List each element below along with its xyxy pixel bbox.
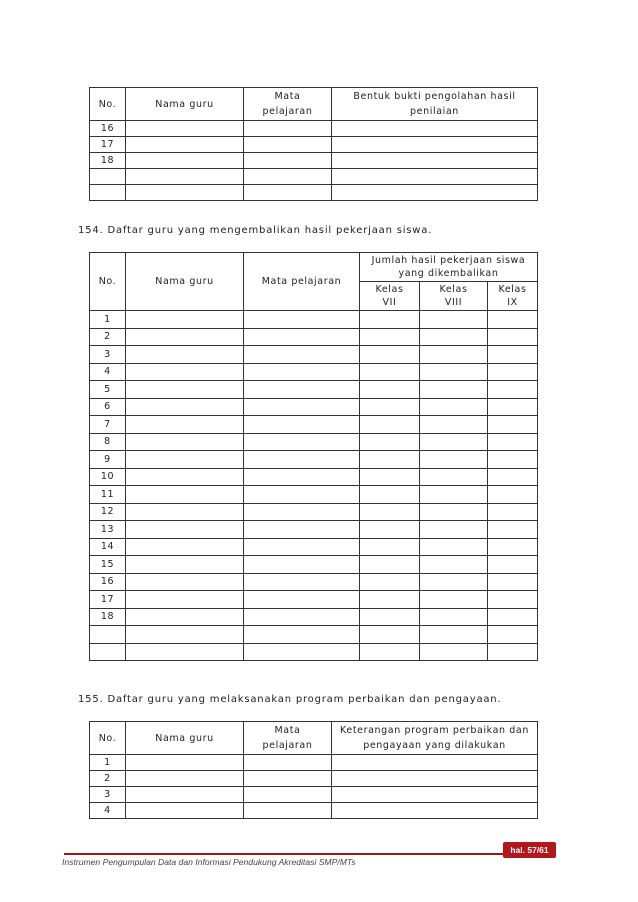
row-number: 7 bbox=[90, 416, 126, 434]
table-row bbox=[90, 643, 538, 661]
cell[interactable] bbox=[420, 538, 488, 556]
row-number: 1 bbox=[90, 311, 126, 329]
teacher-processing-table bbox=[89, 87, 538, 201]
row-number: 16 bbox=[90, 121, 126, 137]
cell[interactable] bbox=[244, 468, 360, 486]
cell[interactable] bbox=[488, 328, 538, 346]
table-row bbox=[90, 573, 538, 591]
cell[interactable] bbox=[360, 591, 420, 609]
cell[interactable] bbox=[126, 398, 244, 416]
cell[interactable] bbox=[488, 573, 538, 591]
cell[interactable] bbox=[420, 556, 488, 574]
table-row bbox=[90, 538, 538, 556]
cell[interactable] bbox=[244, 803, 332, 819]
table-row bbox=[90, 755, 538, 771]
row-number: 10 bbox=[90, 468, 126, 486]
cell[interactable] bbox=[244, 169, 332, 185]
footer-divider bbox=[64, 853, 512, 855]
returned-work-table bbox=[89, 252, 538, 661]
row-number: 4 bbox=[90, 803, 126, 819]
cell[interactable] bbox=[126, 771, 244, 787]
header-mata-pelajaran bbox=[244, 88, 332, 121]
row-number: 1 bbox=[90, 755, 126, 771]
header-keterangan-line2: pengayaan yang dilakukan bbox=[363, 740, 506, 751]
row-number: 15 bbox=[90, 556, 126, 574]
cell[interactable] bbox=[360, 573, 420, 591]
cell[interactable] bbox=[332, 153, 538, 169]
cell[interactable] bbox=[244, 556, 360, 574]
cell[interactable] bbox=[488, 608, 538, 626]
cell[interactable] bbox=[126, 643, 244, 661]
cell[interactable] bbox=[420, 643, 488, 661]
row-number: 17 bbox=[90, 137, 126, 153]
cell[interactable] bbox=[244, 503, 360, 521]
cell[interactable] bbox=[420, 328, 488, 346]
cell[interactable] bbox=[420, 608, 488, 626]
cell[interactable] bbox=[420, 416, 488, 434]
header-bentuk-line2: penilaian bbox=[410, 106, 459, 117]
cell[interactable] bbox=[420, 468, 488, 486]
cell[interactable] bbox=[126, 626, 244, 644]
header-nama-guru: Nama guru bbox=[126, 253, 244, 311]
table-row bbox=[90, 468, 538, 486]
cell[interactable] bbox=[126, 363, 244, 381]
table-row bbox=[90, 626, 538, 644]
cell[interactable] bbox=[244, 626, 360, 644]
row-number: 4 bbox=[90, 363, 126, 381]
table-row bbox=[90, 556, 538, 574]
cell[interactable] bbox=[360, 538, 420, 556]
table-row bbox=[90, 121, 538, 137]
table-row bbox=[90, 363, 538, 381]
cell[interactable] bbox=[244, 591, 360, 609]
cell[interactable] bbox=[244, 363, 360, 381]
table-row bbox=[90, 591, 538, 609]
cell[interactable] bbox=[360, 486, 420, 504]
cell[interactable] bbox=[420, 381, 488, 399]
cell[interactable] bbox=[244, 153, 332, 169]
cell[interactable] bbox=[244, 381, 360, 399]
cell[interactable] bbox=[488, 398, 538, 416]
row-number: 17 bbox=[90, 591, 126, 609]
row-number: 18 bbox=[90, 153, 126, 169]
table-row bbox=[90, 169, 538, 185]
cell[interactable] bbox=[126, 521, 244, 539]
cell[interactable] bbox=[126, 573, 244, 591]
cell[interactable] bbox=[126, 451, 244, 469]
row-number: 2 bbox=[90, 328, 126, 346]
header-mata-line2: pelajaran bbox=[262, 740, 313, 751]
cell[interactable] bbox=[244, 755, 332, 771]
cell[interactable] bbox=[244, 771, 332, 787]
footer-text: Instrumen Pengumpulan Data dan Informasi Pendukung Akreditasi SMP/MTs bbox=[62, 857, 356, 867]
cell[interactable] bbox=[244, 538, 360, 556]
header-nama-guru: Nama guru bbox=[126, 88, 244, 121]
header-mata-line1: Mata bbox=[274, 91, 301, 102]
cell[interactable] bbox=[126, 503, 244, 521]
row-number bbox=[90, 185, 126, 201]
header-keterangan-line1: Keterangan program perbaikan dan bbox=[340, 725, 529, 736]
cell[interactable] bbox=[126, 328, 244, 346]
row-number: 12 bbox=[90, 503, 126, 521]
header-mata-line1: Mata bbox=[274, 725, 301, 736]
row-number: 16 bbox=[90, 573, 126, 591]
cell[interactable] bbox=[420, 451, 488, 469]
cell[interactable] bbox=[488, 521, 538, 539]
table-row bbox=[90, 503, 538, 521]
remedial-enrichment-table bbox=[89, 721, 538, 819]
header-bentuk-line1: Bentuk bukti pengolahan hasil bbox=[353, 91, 516, 102]
cell[interactable] bbox=[126, 137, 244, 153]
row-number: 11 bbox=[90, 486, 126, 504]
cell[interactable] bbox=[126, 538, 244, 556]
row-number: 14 bbox=[90, 538, 126, 556]
header-keterangan bbox=[332, 722, 538, 755]
cell[interactable] bbox=[360, 626, 420, 644]
cell[interactable] bbox=[360, 521, 420, 539]
cell[interactable] bbox=[244, 328, 360, 346]
header-no: No. bbox=[90, 253, 126, 311]
cell[interactable] bbox=[360, 328, 420, 346]
table-row bbox=[90, 311, 538, 329]
cell[interactable] bbox=[332, 771, 538, 787]
cell[interactable] bbox=[244, 416, 360, 434]
row-number bbox=[90, 626, 126, 644]
cell[interactable] bbox=[244, 433, 360, 451]
row-number bbox=[90, 169, 126, 185]
cell[interactable] bbox=[126, 468, 244, 486]
header-bentuk-bukti bbox=[332, 88, 538, 121]
cell[interactable] bbox=[420, 346, 488, 364]
cell[interactable] bbox=[126, 346, 244, 364]
cell[interactable] bbox=[244, 521, 360, 539]
cell[interactable] bbox=[360, 608, 420, 626]
cell[interactable] bbox=[360, 381, 420, 399]
cell[interactable] bbox=[360, 346, 420, 364]
cell[interactable] bbox=[360, 311, 420, 329]
cell[interactable] bbox=[488, 346, 538, 364]
cell[interactable] bbox=[488, 381, 538, 399]
cell[interactable] bbox=[488, 433, 538, 451]
cell[interactable] bbox=[244, 643, 360, 661]
cell[interactable] bbox=[420, 573, 488, 591]
cell[interactable] bbox=[488, 468, 538, 486]
header-nama-guru: Nama guru bbox=[126, 722, 244, 755]
header-kelas-viii-line1: Kelas bbox=[439, 284, 468, 295]
cell[interactable] bbox=[332, 137, 538, 153]
cell[interactable] bbox=[332, 121, 538, 137]
cell[interactable] bbox=[126, 153, 244, 169]
table-row bbox=[90, 416, 538, 434]
cell[interactable] bbox=[488, 486, 538, 504]
row-number: 9 bbox=[90, 451, 126, 469]
row-number bbox=[90, 643, 126, 661]
table-row bbox=[90, 433, 538, 451]
table-row bbox=[90, 803, 538, 819]
table-row bbox=[90, 137, 538, 153]
cell[interactable] bbox=[360, 643, 420, 661]
cell[interactable] bbox=[488, 503, 538, 521]
table-row bbox=[90, 771, 538, 787]
header-no: No. bbox=[90, 88, 126, 121]
cell[interactable] bbox=[244, 311, 360, 329]
cell[interactable] bbox=[126, 433, 244, 451]
cell[interactable] bbox=[420, 503, 488, 521]
row-number: 6 bbox=[90, 398, 126, 416]
header-kelas-viii-line2: VIII bbox=[444, 297, 463, 308]
table-row bbox=[90, 608, 538, 626]
cell[interactable] bbox=[244, 185, 332, 201]
header-jumlah bbox=[360, 253, 538, 282]
cell[interactable] bbox=[332, 755, 538, 771]
section-155-title: 155. Daftar guru yang melaksanakan program perbaikan dan pengayaan. bbox=[78, 694, 502, 705]
cell[interactable] bbox=[126, 803, 244, 819]
cell[interactable] bbox=[420, 363, 488, 381]
cell[interactable] bbox=[126, 486, 244, 504]
cell[interactable] bbox=[126, 787, 244, 803]
table-row bbox=[90, 787, 538, 803]
table-body bbox=[90, 755, 538, 819]
cell[interactable] bbox=[360, 433, 420, 451]
header-kelas-ix-line2: IX bbox=[507, 297, 518, 308]
cell[interactable] bbox=[332, 185, 538, 201]
cell[interactable] bbox=[420, 486, 488, 504]
cell[interactable] bbox=[126, 608, 244, 626]
cell[interactable] bbox=[488, 643, 538, 661]
cell[interactable] bbox=[244, 787, 332, 803]
cell[interactable] bbox=[360, 451, 420, 469]
cell[interactable] bbox=[244, 486, 360, 504]
cell[interactable] bbox=[488, 538, 538, 556]
cell[interactable] bbox=[244, 137, 332, 153]
table-row bbox=[90, 381, 538, 399]
cell[interactable] bbox=[244, 346, 360, 364]
cell[interactable] bbox=[488, 416, 538, 434]
cell[interactable] bbox=[244, 398, 360, 416]
header-mata-line2: pelajaran bbox=[262, 106, 313, 117]
cell[interactable] bbox=[420, 398, 488, 416]
header-mata-pelajaran bbox=[244, 722, 332, 755]
cell[interactable] bbox=[488, 451, 538, 469]
header-jumlah-line1: Jumlah hasil pekerjaan siswa bbox=[371, 255, 526, 266]
cell[interactable] bbox=[420, 626, 488, 644]
page-number-badge: hal. 57/61 bbox=[503, 842, 556, 858]
cell[interactable] bbox=[360, 503, 420, 521]
cell[interactable] bbox=[360, 468, 420, 486]
table-row bbox=[90, 451, 538, 469]
header-kelas-ix bbox=[488, 282, 538, 311]
cell[interactable] bbox=[126, 556, 244, 574]
header-kelas-vii bbox=[360, 282, 420, 311]
cell[interactable] bbox=[332, 787, 538, 803]
cell[interactable] bbox=[488, 363, 538, 381]
cell[interactable] bbox=[420, 433, 488, 451]
cell[interactable] bbox=[126, 381, 244, 399]
cell[interactable] bbox=[332, 169, 538, 185]
cell[interactable] bbox=[360, 363, 420, 381]
cell[interactable] bbox=[244, 573, 360, 591]
table-row bbox=[90, 185, 538, 201]
section-154-title: 154. Daftar guru yang mengembalikan hasil pekerjaan siswa. bbox=[78, 225, 433, 236]
cell[interactable] bbox=[420, 311, 488, 329]
cell[interactable] bbox=[126, 169, 244, 185]
cell[interactable] bbox=[332, 803, 538, 819]
cell[interactable] bbox=[126, 121, 244, 137]
header-kelas-ix-line1: Kelas bbox=[498, 284, 527, 295]
cell[interactable] bbox=[244, 608, 360, 626]
row-number: 13 bbox=[90, 521, 126, 539]
table-row bbox=[90, 328, 538, 346]
cell[interactable] bbox=[244, 121, 332, 137]
cell[interactable] bbox=[244, 451, 360, 469]
cell[interactable] bbox=[488, 591, 538, 609]
table-body bbox=[90, 311, 538, 661]
table-row bbox=[90, 153, 538, 169]
cell[interactable] bbox=[126, 185, 244, 201]
table-row bbox=[90, 398, 538, 416]
cell[interactable] bbox=[420, 521, 488, 539]
cell[interactable] bbox=[420, 591, 488, 609]
row-number: 2 bbox=[90, 771, 126, 787]
header-mata-pelajaran: Mata pelajaran bbox=[244, 253, 360, 311]
row-number: 5 bbox=[90, 381, 126, 399]
row-number: 3 bbox=[90, 346, 126, 364]
header-jumlah-line2: yang dikembalikan bbox=[398, 268, 499, 279]
header-no: No. bbox=[90, 722, 126, 755]
cell[interactable] bbox=[488, 311, 538, 329]
header-kelas-vii-line2: VII bbox=[382, 297, 397, 308]
row-number: 18 bbox=[90, 608, 126, 626]
header-kelas-viii bbox=[420, 282, 488, 311]
cell[interactable] bbox=[360, 556, 420, 574]
table-row bbox=[90, 346, 538, 364]
table-row bbox=[90, 486, 538, 504]
cell[interactable] bbox=[126, 416, 244, 434]
cell[interactable] bbox=[126, 311, 244, 329]
row-number: 3 bbox=[90, 787, 126, 803]
row-number: 8 bbox=[90, 433, 126, 451]
cell[interactable] bbox=[126, 591, 244, 609]
cell[interactable] bbox=[126, 755, 244, 771]
cell[interactable] bbox=[488, 626, 538, 644]
cell[interactable] bbox=[488, 556, 538, 574]
cell[interactable] bbox=[360, 398, 420, 416]
table-row bbox=[90, 521, 538, 539]
cell[interactable] bbox=[360, 416, 420, 434]
header-kelas-vii-line1: Kelas bbox=[375, 284, 404, 295]
